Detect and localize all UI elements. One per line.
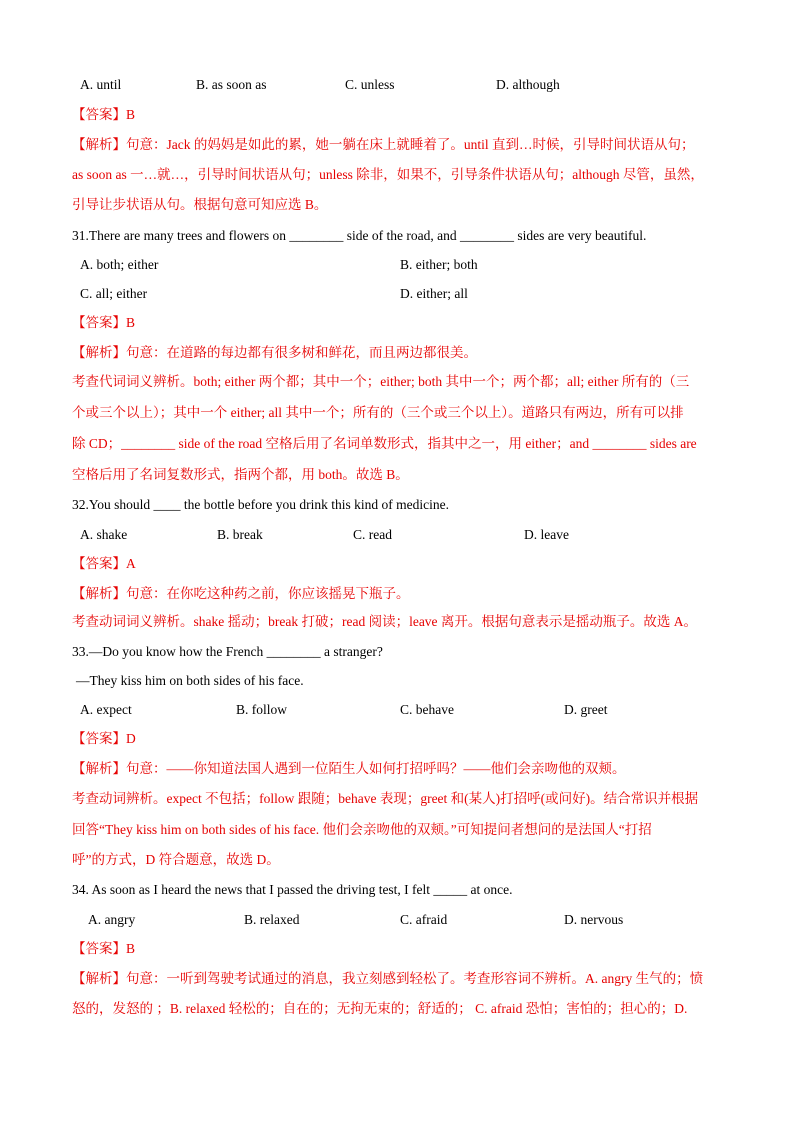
q34-option-a: A. angry — [88, 912, 136, 927]
q30-option-c: C. unless — [345, 77, 395, 92]
q32-answer: 【答案】A — [72, 556, 136, 571]
q30-answer: 【答案】B — [72, 107, 136, 122]
q33-option-c: C. behave — [400, 702, 454, 717]
q34-option-b: B. relaxed — [244, 912, 300, 927]
q34-answer: 【答案】B — [72, 941, 136, 956]
q33-option-a: A. expect — [80, 702, 132, 717]
q31-analysis-line: 个或三个以上）；其中一个 either; all 其中一个；所有的（三个或三个以上）。道路只有两边，所有可以排 — [72, 405, 684, 420]
q31-analysis-line: 空格后用了名词复数形式，指两个都，用 both。故选 B。 — [72, 467, 409, 482]
q30-analysis-line: 【解析】句意：Jack 的妈妈是如此的累，她一躺在床上就睡着了。until 直到…时候，引导时间状语从句； — [72, 137, 695, 152]
q30-analysis-line: 引导让步状语从句。根据句意可知应选 B。 — [72, 197, 328, 212]
q32-option-b: B. break — [217, 527, 263, 542]
q32-option-a: A. shake — [80, 527, 128, 542]
q31-option-a: A. both; either — [80, 257, 159, 272]
q34-analysis-line: 【解析】句意：一听到驾驶考试通过的消息，我立刻感到轻松了。考查形容词不辨析。A. angry 生气的；愤 — [72, 971, 704, 986]
q33-analysis-line: 回答“They kiss him on both sides of his face. 他们会亲吻他的双颊。”可知提问者想问的是法国人“打招 — [72, 822, 652, 837]
q30-analysis-line: as soon as 一…就…，引导时间状语从句；unless 除非，如果不，引导条件状语从句；although 尽管，虽然， — [72, 167, 704, 182]
q32-analysis-line: 【解析】句意：在你吃这种药之前，你应该摇晃下瓶子。 — [72, 586, 410, 601]
q33-option-b: B. follow — [236, 702, 288, 717]
q31-option-b: B. either; both — [400, 257, 478, 272]
q31-analysis-line: 考查代词词义辨析。both; either 两个都；其中一个；either; both 其中一个；两个都；all; either 所有的（三 — [72, 374, 690, 389]
q33-option-d: D. greet — [564, 702, 608, 717]
q34-option-d: D. nervous — [564, 912, 624, 927]
q31-analysis-line: 【解析】句意：在道路的每边都有很多树和鲜花，而且两边都很美。 — [72, 345, 477, 360]
q33-reply: —They kiss him on both sides of his face. — [76, 673, 304, 688]
q32-question: 32.You should ____ the bottle before you drink this kind of medicine. — [72, 497, 449, 512]
q31-answer: 【答案】B — [72, 315, 136, 330]
q33-question: 33.—Do you know how the French ________ a stranger? — [72, 644, 383, 659]
q31-option-c: C. all; either — [80, 286, 148, 301]
q34-option-c: C. afraid — [400, 912, 448, 927]
q34-analysis-line: 怒的，发怒的 ；B. relaxed 轻松的；自在的；无拘无束的；舒适的； C. afraid 恐怕；害怕的；担心的；D. — [72, 1001, 688, 1016]
q31-option-d: D. either; all — [400, 286, 468, 301]
q33-answer: 【答案】D — [72, 731, 136, 746]
q30-option-d: D. although — [496, 77, 560, 92]
q30-option-a: A. until — [80, 77, 122, 92]
q32-analysis-line: 考查动词词义辨析。shake 摇动；break 打破；read 阅读；leave 离开。根据句意表示是摇动瓶子。故选 A。 — [72, 614, 698, 629]
q33-analysis-line: 【解析】句意：——你知道法国人遇到一位陌生人如何打招呼吗？——他们会亲吻他的双颊。 — [72, 761, 626, 776]
q32-option-c: C. read — [353, 527, 392, 542]
q31-question: 31.There are many trees and flowers on ________ side of the road, and ________ sides are very beautiful. — [72, 228, 647, 243]
q31-analysis-line: 除 CD；________ side of the road 空格后用了名词单数形式，指其中之一，用 either；and ________ sides are — [72, 436, 697, 451]
q34-question: 34. As soon as I heard the news that I passed the driving test, I felt _____ at once. — [72, 882, 513, 897]
q33-analysis-line: 考查动词辨析。expect 不包括；follow 跟随；behave 表现；greet 和(某人)打招呼(或问好)。结合常识并根据 — [72, 791, 699, 806]
q33-analysis-line: 呼”的方式，D 符合题意，故选 D。 — [72, 852, 280, 867]
q32-option-d: D. leave — [524, 527, 569, 542]
q30-option-b: B. as soon as — [196, 77, 267, 92]
